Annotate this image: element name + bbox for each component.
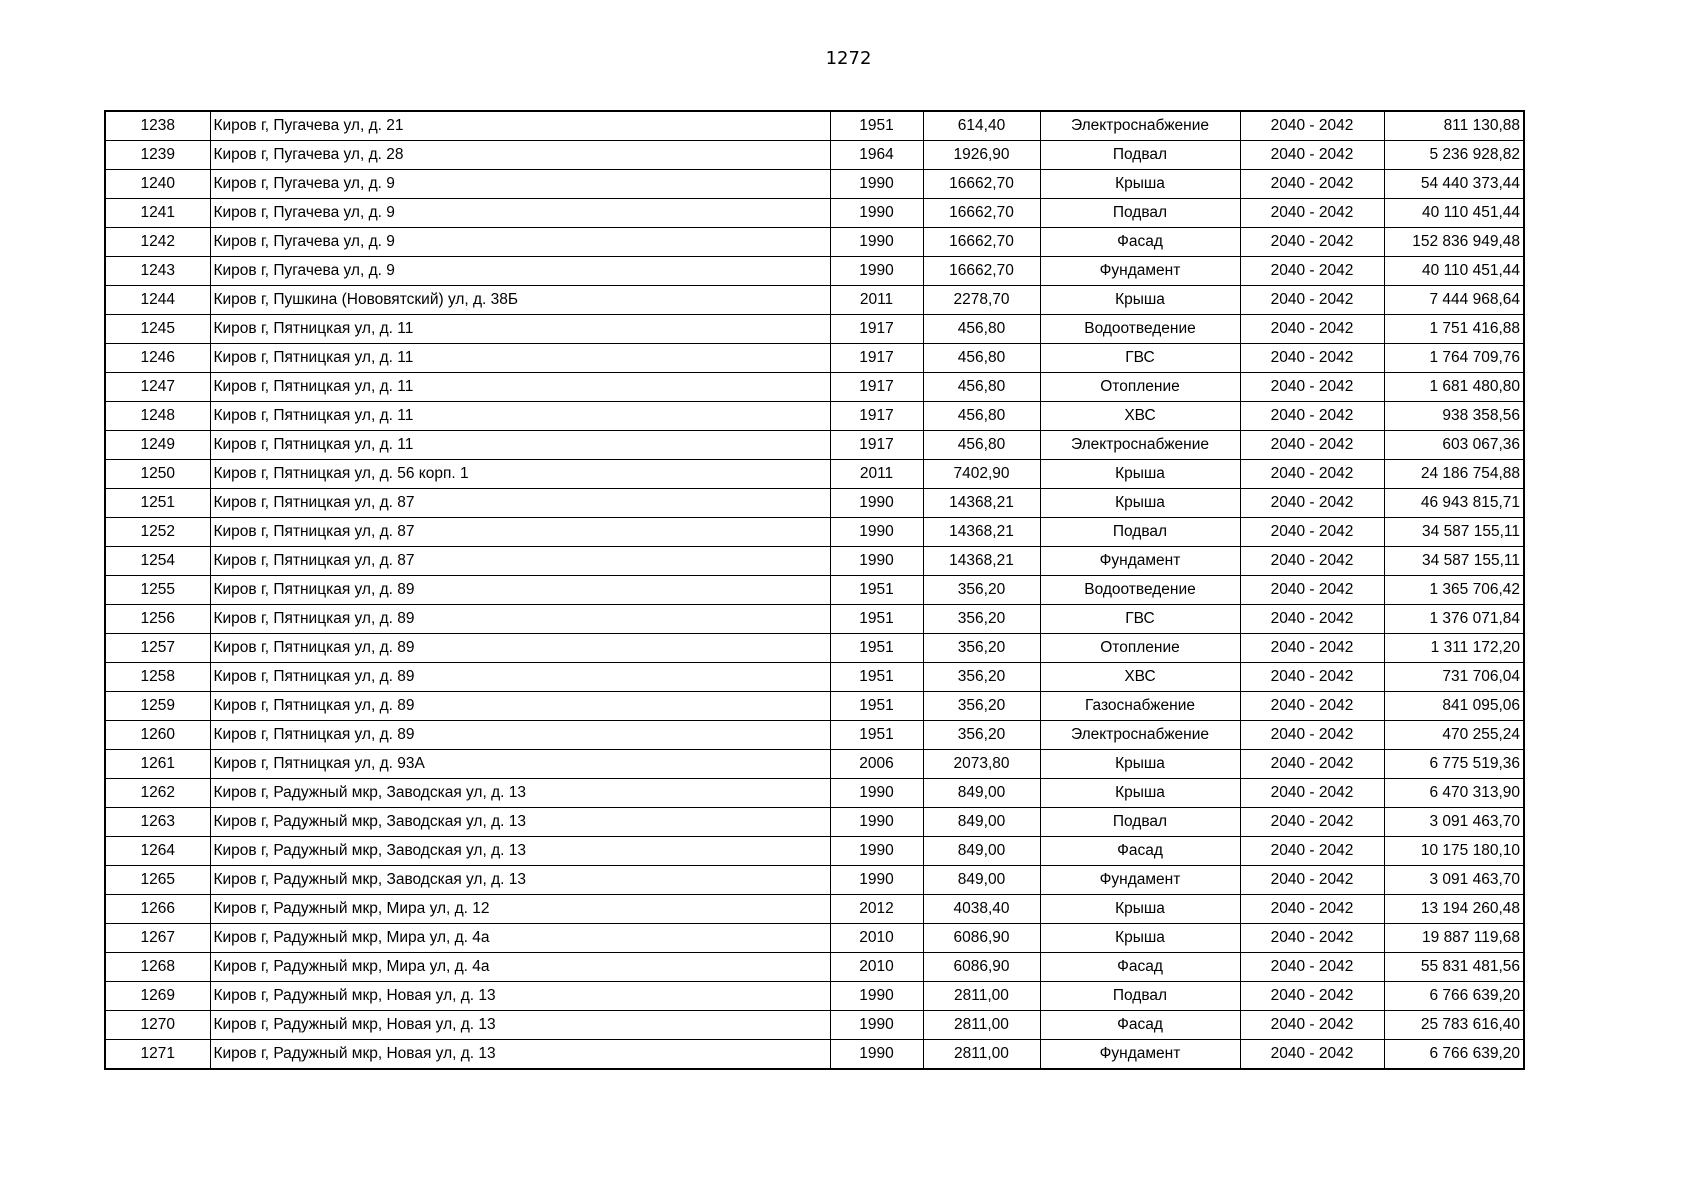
area-cell: 16662,70: [923, 228, 1040, 257]
cost-cell: 34 587 155,11: [1384, 547, 1524, 576]
repair-register-table: [104, 110, 1525, 1070]
row-number-cell: 1243: [105, 257, 210, 286]
build-year-cell: 1990: [830, 489, 923, 518]
table-row: [105, 924, 1524, 953]
address-cell: Киров г, Пятницкая ул, д. 11: [210, 344, 830, 373]
cost-cell: 6 470 313,90: [1384, 779, 1524, 808]
cost-cell: 7 444 968,64: [1384, 286, 1524, 315]
address-cell: Киров г, Пятницкая ул, д. 87: [210, 547, 830, 576]
period-cell: 2040 - 2042: [1240, 373, 1384, 402]
address-cell: Киров г, Радужный мкр, Заводская ул, д. 13: [210, 837, 830, 866]
period-cell: 2040 - 2042: [1240, 866, 1384, 895]
work-type-cell: Крыша: [1040, 460, 1240, 489]
address-cell: Киров г, Пятницкая ул, д. 89: [210, 634, 830, 663]
work-type-cell: Крыша: [1040, 779, 1240, 808]
work-type-cell: Крыша: [1040, 489, 1240, 518]
row-number-cell: 1260: [105, 721, 210, 750]
period-cell: 2040 - 2042: [1240, 460, 1384, 489]
row-number-cell: 1246: [105, 344, 210, 373]
row-number-cell: 1245: [105, 315, 210, 344]
build-year-cell: 1951: [830, 692, 923, 721]
period-cell: 2040 - 2042: [1240, 489, 1384, 518]
build-year-cell: 1990: [830, 866, 923, 895]
cost-cell: 24 186 754,88: [1384, 460, 1524, 489]
period-cell: 2040 - 2042: [1240, 199, 1384, 228]
area-cell: 356,20: [923, 634, 1040, 663]
table-row: [105, 692, 1524, 721]
table-row: [105, 605, 1524, 634]
table-row: [105, 779, 1524, 808]
build-year-cell: 2006: [830, 750, 923, 779]
build-year-cell: 1990: [830, 837, 923, 866]
period-cell: 2040 - 2042: [1240, 779, 1384, 808]
cost-cell: 1 681 480,80: [1384, 373, 1524, 402]
build-year-cell: 1951: [830, 576, 923, 605]
build-year-cell: 1917: [830, 402, 923, 431]
address-cell: Киров г, Пугачева ул, д. 9: [210, 257, 830, 286]
address-cell: Киров г, Радужный мкр, Заводская ул, д. 13: [210, 779, 830, 808]
table-row: [105, 460, 1524, 489]
period-cell: 2040 - 2042: [1240, 228, 1384, 257]
row-number-cell: 1267: [105, 924, 210, 953]
table-row: [105, 721, 1524, 750]
row-number-cell: 1240: [105, 170, 210, 199]
table-row: [105, 199, 1524, 228]
build-year-cell: 1990: [830, 518, 923, 547]
cost-cell: 1 376 071,84: [1384, 605, 1524, 634]
table-row: [105, 1011, 1524, 1040]
row-number-cell: 1244: [105, 286, 210, 315]
period-cell: 2040 - 2042: [1240, 286, 1384, 315]
build-year-cell: 1917: [830, 315, 923, 344]
row-number-cell: 1249: [105, 431, 210, 460]
area-cell: 456,80: [923, 315, 1040, 344]
address-cell: Киров г, Пятницкая ул, д. 93А: [210, 750, 830, 779]
row-number-cell: 1238: [105, 111, 210, 141]
cost-cell: 46 943 815,71: [1384, 489, 1524, 518]
work-type-cell: Фасад: [1040, 228, 1240, 257]
work-type-cell: Электроснабжение: [1040, 111, 1240, 141]
table-row: [105, 576, 1524, 605]
work-type-cell: ГВС: [1040, 605, 1240, 634]
address-cell: Киров г, Пугачева ул, д. 28: [210, 141, 830, 170]
work-type-cell: Фундамент: [1040, 257, 1240, 286]
cost-cell: 1 751 416,88: [1384, 315, 1524, 344]
row-number-cell: 1258: [105, 663, 210, 692]
area-cell: 849,00: [923, 837, 1040, 866]
work-type-cell: Подвал: [1040, 518, 1240, 547]
cost-cell: 1 365 706,42: [1384, 576, 1524, 605]
work-type-cell: Фундамент: [1040, 866, 1240, 895]
area-cell: 456,80: [923, 344, 1040, 373]
build-year-cell: 1990: [830, 779, 923, 808]
build-year-cell: 1990: [830, 547, 923, 576]
address-cell: Киров г, Пятницкая ул, д. 89: [210, 605, 830, 634]
area-cell: 2073,80: [923, 750, 1040, 779]
cost-cell: 25 783 616,40: [1384, 1011, 1524, 1040]
address-cell: Киров г, Пятницкая ул, д. 87: [210, 518, 830, 547]
cost-cell: 34 587 155,11: [1384, 518, 1524, 547]
table-row: [105, 750, 1524, 779]
table-row: [105, 1040, 1524, 1070]
row-number-cell: 1256: [105, 605, 210, 634]
table-row: [105, 808, 1524, 837]
work-type-cell: Газоснабжение: [1040, 692, 1240, 721]
table-row: [105, 111, 1524, 141]
build-year-cell: 1951: [830, 721, 923, 750]
area-cell: 456,80: [923, 402, 1040, 431]
period-cell: 2040 - 2042: [1240, 634, 1384, 663]
period-cell: 2040 - 2042: [1240, 547, 1384, 576]
period-cell: 2040 - 2042: [1240, 663, 1384, 692]
address-cell: Киров г, Пятницкая ул, д. 11: [210, 431, 830, 460]
work-type-cell: ГВС: [1040, 344, 1240, 373]
address-cell: Киров г, Пятницкая ул, д. 89: [210, 692, 830, 721]
work-type-cell: Водоотведение: [1040, 576, 1240, 605]
area-cell: 2811,00: [923, 1040, 1040, 1070]
work-type-cell: Фасад: [1040, 953, 1240, 982]
area-cell: 456,80: [923, 373, 1040, 402]
row-number-cell: 1261: [105, 750, 210, 779]
build-year-cell: 1951: [830, 634, 923, 663]
row-number-cell: 1251: [105, 489, 210, 518]
area-cell: 16662,70: [923, 199, 1040, 228]
work-type-cell: Электроснабжение: [1040, 721, 1240, 750]
table-row: [105, 663, 1524, 692]
table-row: [105, 373, 1524, 402]
address-cell: Киров г, Радужный мкр, Заводская ул, д. 13: [210, 808, 830, 837]
cost-cell: 470 255,24: [1384, 721, 1524, 750]
build-year-cell: 2010: [830, 953, 923, 982]
cost-cell: 55 831 481,56: [1384, 953, 1524, 982]
build-year-cell: 1917: [830, 373, 923, 402]
work-type-cell: Крыша: [1040, 170, 1240, 199]
table-row: [105, 431, 1524, 460]
work-type-cell: Крыша: [1040, 750, 1240, 779]
period-cell: 2040 - 2042: [1240, 808, 1384, 837]
period-cell: 2040 - 2042: [1240, 402, 1384, 431]
area-cell: 14368,21: [923, 547, 1040, 576]
table-row: [105, 141, 1524, 170]
build-year-cell: 1990: [830, 199, 923, 228]
row-number-cell: 1250: [105, 460, 210, 489]
work-type-cell: Фундамент: [1040, 1040, 1240, 1070]
row-number-cell: 1269: [105, 982, 210, 1011]
table-row: [105, 547, 1524, 576]
area-cell: 7402,90: [923, 460, 1040, 489]
table-row: [105, 286, 1524, 315]
address-cell: Киров г, Пятницкая ул, д. 11: [210, 373, 830, 402]
area-cell: 2811,00: [923, 1011, 1040, 1040]
period-cell: 2040 - 2042: [1240, 982, 1384, 1011]
address-cell: Киров г, Пушкина (Нововятский) ул, д. 38Б: [210, 286, 830, 315]
build-year-cell: 1990: [830, 170, 923, 199]
build-year-cell: 1917: [830, 344, 923, 373]
period-cell: 2040 - 2042: [1240, 518, 1384, 547]
area-cell: 456,80: [923, 431, 1040, 460]
build-year-cell: 1990: [830, 808, 923, 837]
row-number-cell: 1266: [105, 895, 210, 924]
build-year-cell: 1990: [830, 982, 923, 1011]
row-number-cell: 1268: [105, 953, 210, 982]
work-type-cell: Подвал: [1040, 982, 1240, 1011]
address-cell: Киров г, Пятницкая ул, д. 89: [210, 721, 830, 750]
cost-cell: 5 236 928,82: [1384, 141, 1524, 170]
table-row: [105, 837, 1524, 866]
table-row: [105, 895, 1524, 924]
area-cell: 849,00: [923, 779, 1040, 808]
period-cell: 2040 - 2042: [1240, 576, 1384, 605]
work-type-cell: Фундамент: [1040, 547, 1240, 576]
row-number-cell: 1271: [105, 1040, 210, 1070]
row-number-cell: 1264: [105, 837, 210, 866]
row-number-cell: 1262: [105, 779, 210, 808]
address-cell: Киров г, Радужный мкр, Мира ул, д. 12: [210, 895, 830, 924]
work-type-cell: Фасад: [1040, 1011, 1240, 1040]
area-cell: 14368,21: [923, 518, 1040, 547]
address-cell: Киров г, Радужный мкр, Новая ул, д. 13: [210, 1040, 830, 1070]
table-row: [105, 634, 1524, 663]
build-year-cell: 2011: [830, 460, 923, 489]
row-number-cell: 1252: [105, 518, 210, 547]
row-number-cell: 1270: [105, 1011, 210, 1040]
cost-cell: 811 130,88: [1384, 111, 1524, 141]
row-number-cell: 1259: [105, 692, 210, 721]
work-type-cell: Подвал: [1040, 199, 1240, 228]
cost-cell: 10 175 180,10: [1384, 837, 1524, 866]
work-type-cell: Крыша: [1040, 895, 1240, 924]
area-cell: 16662,70: [923, 257, 1040, 286]
work-type-cell: Отопление: [1040, 373, 1240, 402]
work-type-cell: Фасад: [1040, 837, 1240, 866]
area-cell: 6086,90: [923, 924, 1040, 953]
page-number: 1272: [825, 48, 872, 69]
period-cell: 2040 - 2042: [1240, 837, 1384, 866]
row-number-cell: 1241: [105, 199, 210, 228]
area-cell: 849,00: [923, 866, 1040, 895]
work-type-cell: Подвал: [1040, 141, 1240, 170]
cost-cell: 1 764 709,76: [1384, 344, 1524, 373]
cost-cell: 3 091 463,70: [1384, 866, 1524, 895]
work-type-cell: Отопление: [1040, 634, 1240, 663]
build-year-cell: 2011: [830, 286, 923, 315]
table-row: [105, 257, 1524, 286]
build-year-cell: 1990: [830, 257, 923, 286]
address-cell: Киров г, Пятницкая ул, д. 89: [210, 576, 830, 605]
row-number-cell: 1254: [105, 547, 210, 576]
row-number-cell: 1247: [105, 373, 210, 402]
area-cell: 2811,00: [923, 982, 1040, 1011]
build-year-cell: 1990: [830, 1040, 923, 1070]
area-cell: 849,00: [923, 808, 1040, 837]
cost-cell: 1 311 172,20: [1384, 634, 1524, 663]
address-cell: Киров г, Пугачева ул, д. 21: [210, 111, 830, 141]
cost-cell: 6 766 639,20: [1384, 1040, 1524, 1070]
cost-cell: 40 110 451,44: [1384, 199, 1524, 228]
row-number-cell: 1265: [105, 866, 210, 895]
build-year-cell: 1990: [830, 1011, 923, 1040]
period-cell: 2040 - 2042: [1240, 1040, 1384, 1070]
address-cell: Киров г, Радужный мкр, Новая ул, д. 13: [210, 1011, 830, 1040]
area-cell: 356,20: [923, 663, 1040, 692]
period-cell: 2040 - 2042: [1240, 1011, 1384, 1040]
address-cell: Киров г, Пятницкая ул, д. 11: [210, 315, 830, 344]
table-row: [105, 315, 1524, 344]
table-row: [105, 344, 1524, 373]
cost-cell: 603 067,36: [1384, 431, 1524, 460]
cost-cell: 6 766 639,20: [1384, 982, 1524, 1011]
address-cell: Киров г, Пугачева ул, д. 9: [210, 199, 830, 228]
build-year-cell: 1990: [830, 228, 923, 257]
address-cell: Киров г, Пятницкая ул, д. 11: [210, 402, 830, 431]
period-cell: 2040 - 2042: [1240, 344, 1384, 373]
build-year-cell: 1951: [830, 111, 923, 141]
area-cell: 14368,21: [923, 489, 1040, 518]
build-year-cell: 1917: [830, 431, 923, 460]
area-cell: 6086,90: [923, 953, 1040, 982]
work-type-cell: ХВС: [1040, 663, 1240, 692]
period-cell: 2040 - 2042: [1240, 111, 1384, 141]
address-cell: Киров г, Радужный мкр, Мира ул, д. 4а: [210, 924, 830, 953]
cost-cell: 731 706,04: [1384, 663, 1524, 692]
cost-cell: 54 440 373,44: [1384, 170, 1524, 199]
work-type-cell: Крыша: [1040, 924, 1240, 953]
address-cell: Киров г, Пугачева ул, д. 9: [210, 170, 830, 199]
work-type-cell: Водоотведение: [1040, 315, 1240, 344]
row-number-cell: 1255: [105, 576, 210, 605]
cost-cell: 19 887 119,68: [1384, 924, 1524, 953]
row-number-cell: 1239: [105, 141, 210, 170]
period-cell: 2040 - 2042: [1240, 692, 1384, 721]
period-cell: 2040 - 2042: [1240, 750, 1384, 779]
address-cell: Киров г, Пугачева ул, д. 9: [210, 228, 830, 257]
row-number-cell: 1248: [105, 402, 210, 431]
table-row: [105, 953, 1524, 982]
work-type-cell: Подвал: [1040, 808, 1240, 837]
table-row: [105, 170, 1524, 199]
table-row: [105, 866, 1524, 895]
cost-cell: 13 194 260,48: [1384, 895, 1524, 924]
cost-cell: 6 775 519,36: [1384, 750, 1524, 779]
area-cell: 2278,70: [923, 286, 1040, 315]
area-cell: 356,20: [923, 721, 1040, 750]
table-row: [105, 228, 1524, 257]
area-cell: 614,40: [923, 111, 1040, 141]
table-row: [105, 489, 1524, 518]
period-cell: 2040 - 2042: [1240, 431, 1384, 460]
period-cell: 2040 - 2042: [1240, 257, 1384, 286]
cost-cell: 152 836 949,48: [1384, 228, 1524, 257]
cost-cell: 40 110 451,44: [1384, 257, 1524, 286]
work-type-cell: Крыша: [1040, 286, 1240, 315]
period-cell: 2040 - 2042: [1240, 315, 1384, 344]
period-cell: 2040 - 2042: [1240, 605, 1384, 634]
work-type-cell: Электроснабжение: [1040, 431, 1240, 460]
address-cell: Киров г, Радужный мкр, Новая ул, д. 13: [210, 982, 830, 1011]
area-cell: 356,20: [923, 605, 1040, 634]
table-row: [105, 518, 1524, 547]
cost-cell: 3 091 463,70: [1384, 808, 1524, 837]
row-number-cell: 1242: [105, 228, 210, 257]
table-row: [105, 982, 1524, 1011]
period-cell: 2040 - 2042: [1240, 953, 1384, 982]
area-cell: 356,20: [923, 576, 1040, 605]
build-year-cell: 2010: [830, 924, 923, 953]
build-year-cell: 2012: [830, 895, 923, 924]
address-cell: Киров г, Пятницкая ул, д. 89: [210, 663, 830, 692]
row-number-cell: 1257: [105, 634, 210, 663]
work-type-cell: ХВС: [1040, 402, 1240, 431]
table-body: [105, 111, 1524, 1069]
build-year-cell: 1964: [830, 141, 923, 170]
period-cell: 2040 - 2042: [1240, 721, 1384, 750]
cost-cell: 938 358,56: [1384, 402, 1524, 431]
area-cell: 1926,90: [923, 141, 1040, 170]
address-cell: Киров г, Радужный мкр, Мира ул, д. 4а: [210, 953, 830, 982]
area-cell: 356,20: [923, 692, 1040, 721]
row-number-cell: 1263: [105, 808, 210, 837]
period-cell: 2040 - 2042: [1240, 895, 1384, 924]
cost-cell: 841 095,06: [1384, 692, 1524, 721]
period-cell: 2040 - 2042: [1240, 170, 1384, 199]
area-cell: 16662,70: [923, 170, 1040, 199]
period-cell: 2040 - 2042: [1240, 141, 1384, 170]
table-row: [105, 402, 1524, 431]
address-cell: Киров г, Пятницкая ул, д. 56 корп. 1: [210, 460, 830, 489]
address-cell: Киров г, Радужный мкр, Заводская ул, д. 13: [210, 866, 830, 895]
period-cell: 2040 - 2042: [1240, 924, 1384, 953]
build-year-cell: 1951: [830, 605, 923, 634]
area-cell: 4038,40: [923, 895, 1040, 924]
build-year-cell: 1951: [830, 663, 923, 692]
address-cell: Киров г, Пятницкая ул, д. 87: [210, 489, 830, 518]
